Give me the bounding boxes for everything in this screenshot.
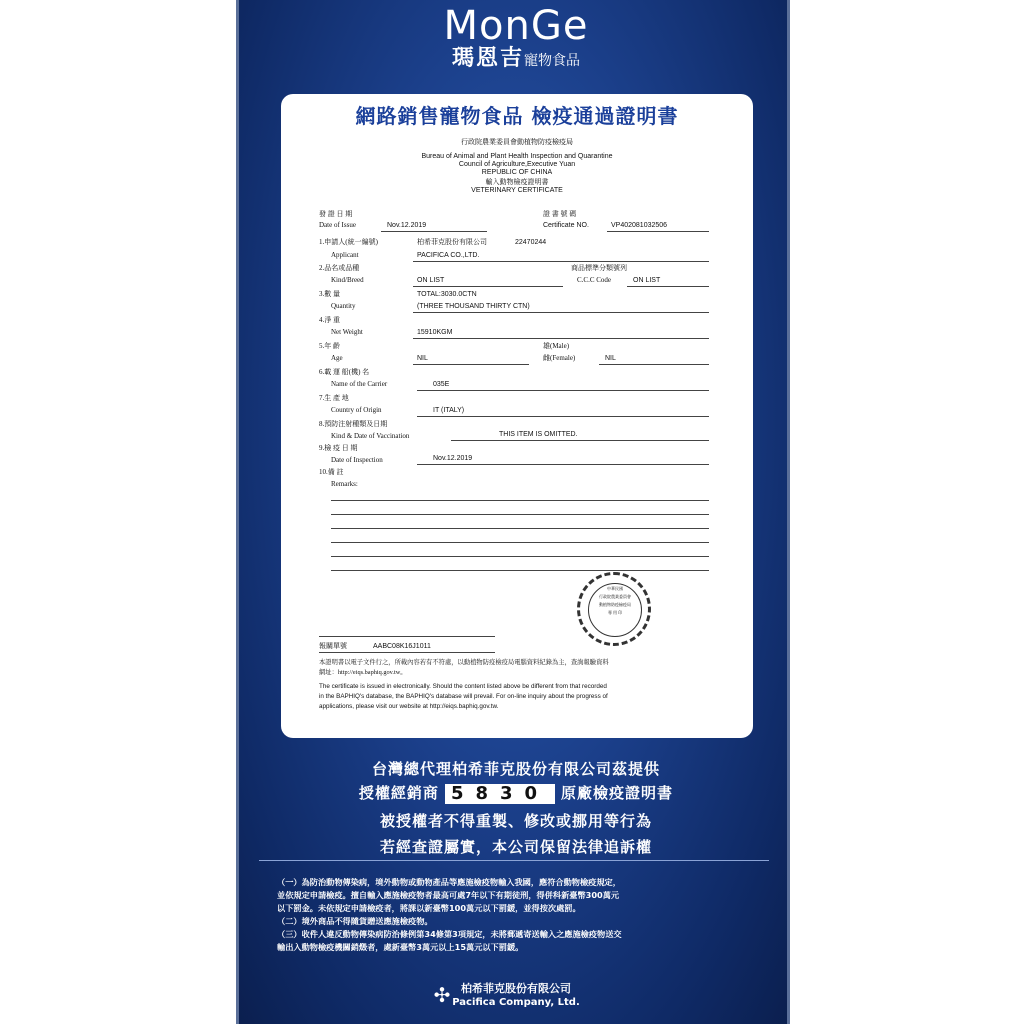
message-line-4: 若經查證屬實，本公司保留法律追訴權 [379,838,652,856]
note-cn-url: 網址：http://eiqs.baphiq.gov.tw。 [319,669,407,676]
left-margin [0,0,236,1024]
net-label-cn: 4.淨 重 [319,316,340,324]
legal-note-line: 並依規定申請檢疫。擅自輸入應施檢疫物者最高可處7年以下有期徒刑，得併科新臺幣300萬元 [277,890,620,900]
age-value: NIL [417,355,428,362]
origin-label-cn: 7.生 產 地 [319,394,349,402]
council: Council of Agriculture,Executive Yuan [458,161,576,168]
applicant-value: PACIFICA CO.,LTD. [417,252,480,259]
kind-value: ON LIST [417,277,445,284]
right-margin [790,0,1024,1024]
legal-note-line: （一）為防治動物傳染病，境外動物或動物產品等應施檢疫物輸入我國，應符合動物檢疫規定， [277,877,621,887]
insp-label-en: Date of Inspection [331,456,383,464]
message-line-3: 被授權者不得重製、修改或挪用等行為 [379,812,652,830]
company-name-cn: 柏希菲克股份有限公司 [461,982,571,995]
legal-notes [277,876,757,954]
legal-note-line: （二）境外商品不得隨貨贈送應施檢疫物。 [277,916,433,926]
message-line-1: 台灣總代理柏希菲克股份有限公司茲提供 [371,760,660,778]
ccc-label-cn: 商品標準分類號列 [571,264,627,272]
certno-value: VP402081032506 [611,222,668,229]
country: REPUBLIC OF CHINA [481,169,553,176]
company-logo-icon: ✣ [433,983,451,1007]
brand-name-cn: 瑪恩吉 [451,46,524,71]
female-label: 雌(Female) [543,354,576,362]
origin-value: IT (ITALY) [433,407,465,414]
note-en-1: The certificate is issued in electronically. Should the content listed above be different from that recorded [319,683,607,690]
certno-label-en: Certificate NO. [543,222,589,229]
company-name-en: Pacifica Company, Ltd. [452,997,580,1008]
sex-value: NIL [605,355,616,362]
vacc-label-en: Kind & Date of Vaccination [331,432,410,440]
remarks-label-cn: 10.備 註 [319,468,344,476]
message-line-2-post: 原廠檢疫證明書 [561,784,674,802]
official-seal: 中華民國 行政院農業委員會 動植物防疫檢疫局 專 用 印 [577,572,651,646]
carrier-label-cn: 6.載 運 船(機) 名 [319,368,370,376]
certificate-big-title: 網路銷售寵物食品 檢疫通過證明書 [355,104,679,128]
male-label: 雄(Male) [543,342,570,350]
promo-panel [236,0,790,1024]
message-line-2-pre: 授權經銷商 [358,784,439,802]
age-label-en: Age [331,354,343,362]
applicant-label-en: Applicant [331,251,359,259]
qty-label-en: Quantity [331,302,356,310]
certno-label-cn: 證 書 號 碼 [543,210,577,218]
vacc-value: THIS ITEM IS OMITTED. [499,431,578,438]
note-en-2: in the BAPHIQ's database, the BAPHIQ's database will prevail. For on-line inquiry about the progress of [319,693,608,700]
brand-name: MonGe [443,3,589,49]
note-en-3: applications, please visit our website at http://eiqs.baphiq.gov.tw. [319,703,499,710]
agency-en: Bureau of Animal and Plant Health Inspection and Quarantine [421,153,613,160]
qty-value-words: (THREE THOUSAND THIRTY CTN) [417,303,530,310]
carrier-label-en: Name of the Carrier [331,380,388,388]
certificate-card [281,94,753,738]
kind-label-en: Kind/Breed [331,276,364,284]
insp-label-cn: 9.檢 疫 日 期 [319,444,358,452]
brand-sub: 寵物食品 [524,53,580,69]
origin-label-en: Country of Origin [331,406,382,414]
insp-value: Nov.12.2019 [433,455,473,462]
message-line-2 [239,782,793,804]
applicant-id: 22470244 [515,239,547,246]
ccc-value: ON LIST [633,277,661,284]
brand-logo [239,4,793,74]
remarks-label-en: Remarks: [331,480,358,488]
issue-label-cn: 發 證 日 期 [319,210,353,218]
note-cn: 本證明書以電子文件行之，所載內容若有不符處，以動植物防疫檢疫局電腦資料紀錄為主，查詢報驗資料 [319,659,609,666]
carrier-value: 035E [433,381,450,388]
doc-title-en: VETERINARY CERTIFICATE [471,187,563,194]
qty-label-cn: 3.數 量 [319,290,340,298]
net-label-en: Net Weight [331,328,363,336]
dealer-code: 5830 [445,784,555,804]
legal-note-line: （三）收件人違反動物傳染病防治條例第34條第3項規定，未將郵遞寄送輸入之應施檢疫物送交 [277,929,622,939]
doc-title-cn: 輸入動物檢疫證明書 [485,179,549,186]
net-value: 15910KGM [417,329,453,336]
qty-value: TOTAL:3030.0CTN [417,291,477,298]
divider [259,860,769,861]
issue-label-en: Date of Issue [319,221,356,229]
age-label-cn: 5.年 齡 [319,342,340,350]
legal-note-line: 以下罰金。未依規定申請檢疫者，將課以新臺幣100萬元以下罰鍰，並得按次處罰。 [277,903,581,913]
kind-label-cn: 2.品名或品種 [319,264,360,272]
issue-value: Nov.12.2019 [387,222,427,229]
company-footer [239,982,793,1010]
customs-label: 報關單號 [319,642,347,650]
customs-value: AABC08K16J1011 [373,643,431,650]
legal-note-line: 輸出入動物檢疫機關銷燬者，處新臺幣3萬元以上15萬元以下罰鍰。 [277,942,524,952]
applicant-value-cn: 柏希菲克股份有限公司 [417,238,487,246]
applicant-label-cn: 1.申請人(統一編號) [319,238,378,246]
ccc-label-en: C.C.C Code [577,276,612,284]
agency-cn: 行政院農業委員會動植物防疫檢疫局 [461,139,573,146]
vacc-label-cn: 8.預防注射種類及日期 [319,420,388,428]
